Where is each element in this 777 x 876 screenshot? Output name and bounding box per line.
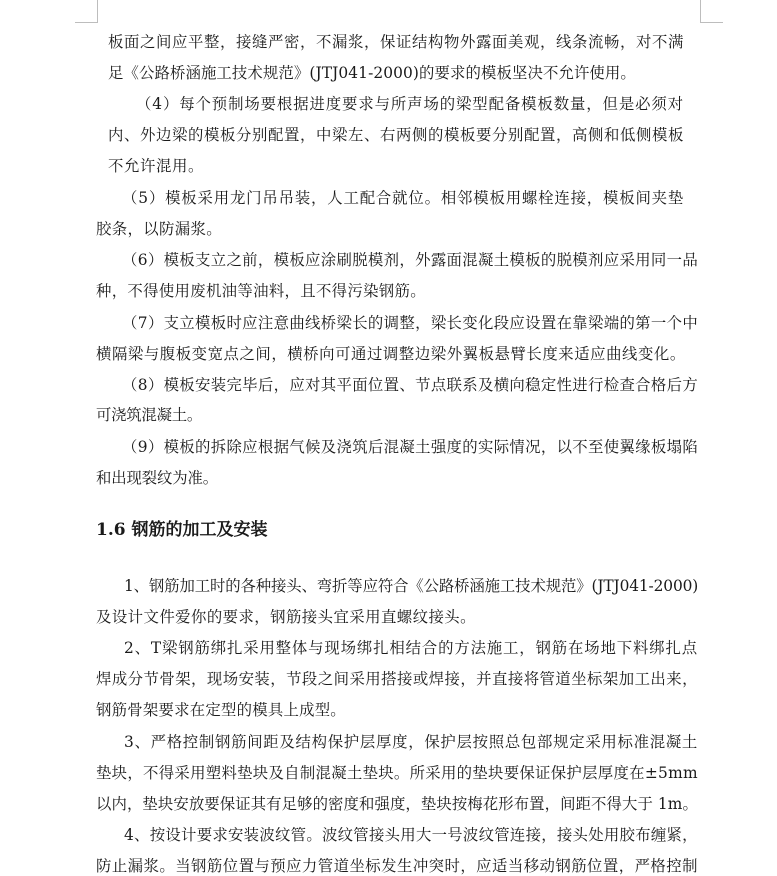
list-item-line: 及设计文件爱你的要求，钢筋接头宜采用直螺纹接头。 xyxy=(96,608,476,626)
list-item-line: 钢筋骨架要求在定型的模具上成型。 xyxy=(96,701,346,719)
text-line: （4）每个预制场要根据进度要求与所声场的梁型配备模板数量，但是必须对 xyxy=(136,95,684,113)
section-heading: 1.6 钢筋的加工及安装 xyxy=(96,520,268,540)
text-line: 内、外边梁的模板分别配置，中梁左、右两侧的模板要分别配置，高侧和低侧模板 xyxy=(108,126,685,144)
text-line: 横隔梁与腹板变宽点之间，横桥向可通过调整边梁外翼板悬臂长度来适应曲线变化。 xyxy=(96,345,686,363)
list-item-line: 2、T梁钢筋绑扎采用整体与现场绑扎相结合的方法施工，钢筋在场地下料绑扎点 xyxy=(124,639,698,657)
text-line: 可浇筑混凝土。 xyxy=(96,406,202,424)
page-corner-mark-left xyxy=(75,0,98,23)
text-line: （5）模板采用龙门吊吊装，人工配合就位。相邻模板用螺栓连接，模板间夹垫 xyxy=(122,189,685,207)
text-line: （8）模板安装完毕后，应对其平面位置、节点联系及横向稳定性进行检查合格后方 xyxy=(122,376,699,394)
list-item-line: 4、按设计要求安装波纹管。波纹管接头用大一号波纹管连接，接头处用胶布缠紧， xyxy=(124,826,698,844)
text-line: 板面之间应平整，接缝严密，不漏浆，保证结构物外露面美观，线条流畅，对不满 xyxy=(108,33,685,51)
text-line: （9）模板的拆除应根据气候及浇筑后混凝土强度的实际情况，以不至使翼缘板塌陷 xyxy=(122,438,699,456)
list-item-line: 垫块，不得采用塑料垫块及自制混凝土垫块。所采用的垫块要保证保护层厚度在±5mm xyxy=(96,764,698,782)
page-corner-mark-right xyxy=(700,0,723,23)
text-line: 和出现裂纹为准。 xyxy=(96,469,219,487)
list-item-line: 1、钢筋加工时的各种接头、弯折等应符合《公路桥涵施工技术规范》(JTJ041-2000) xyxy=(124,577,699,595)
text-line: 胶条，以防漏浆。 xyxy=(96,220,223,238)
list-item-line: 焊成分节骨架，现场安装，节段之间采用搭接或焊接，并直接将管道坐标架加工出来， xyxy=(96,670,698,688)
list-item-line: 3、严格控制钢筋间距及结构保护层厚度，保护层按照总包部规定采用标准混凝土 xyxy=(124,733,699,751)
text-line: 种，不得使用废机油等油料，且不得污染钢筋。 xyxy=(96,282,426,300)
list-item-line: 防止漏浆。当钢筋位置与预应力管道坐标发生冲突时，应适当移动钢筋位置，严格控制 xyxy=(96,857,698,875)
text-line: 不允许混用。 xyxy=(108,157,205,175)
list-item-line: 以内，垫块安放要保证其有足够的密度和强度，垫块按梅花形布置，间距不得大于 1m。 xyxy=(96,795,698,813)
text-line: （7）支立模板时应注意曲线桥梁长的调整，梁长变化段应设置在靠梁端的第一个中 xyxy=(122,314,699,332)
text-line: 足《公路桥涵施工技术规范》(JTJ041-2000)的要求的模板坚决不允许使用。 xyxy=(108,64,636,82)
text-line: （6）模板支立之前，模板应涂刷脱模剂，外露面混凝土模板的脱模剂应采用同一品 xyxy=(122,251,699,269)
